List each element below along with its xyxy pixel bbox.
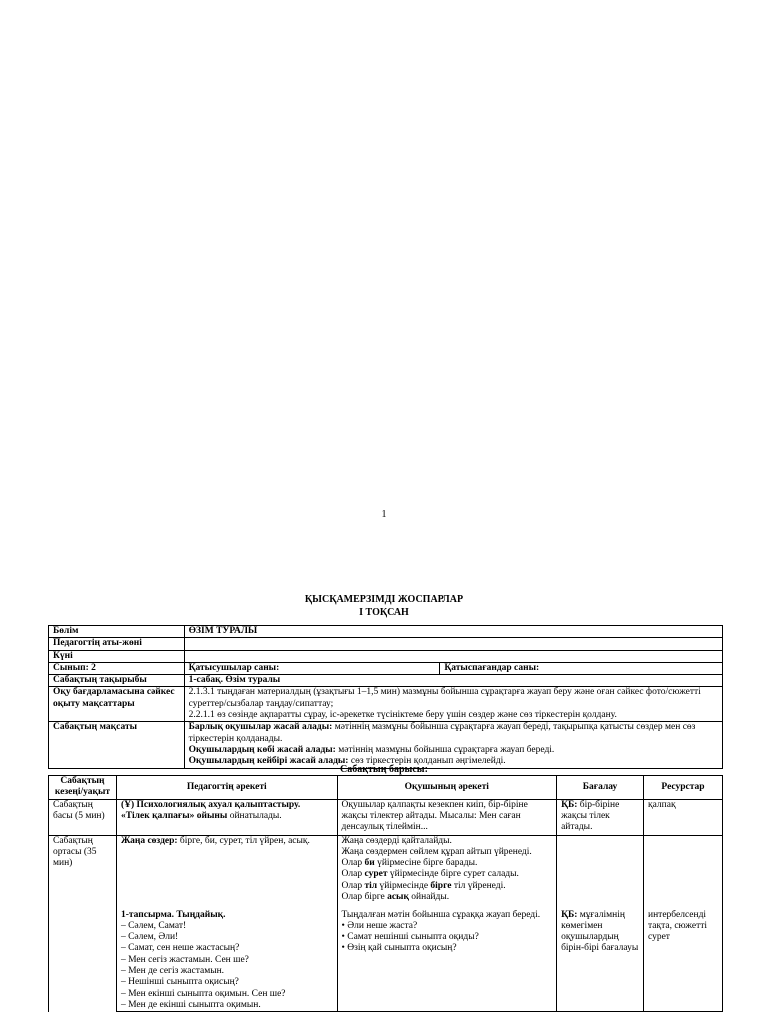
objectives-label: Оқу бағдарламасына сәйкес оқыту мақсаттары — [49, 687, 185, 722]
assessment-task-text: мұғалімнің көмегімен оқушылардың бірін-бірі бағалауы — [561, 909, 639, 954]
teacher-row — [49, 638, 723, 650]
assessment-start — [557, 799, 644, 835]
flow-row-task-1 — [49, 906, 723, 1012]
goal-most — [189, 745, 718, 756]
student-start: Оқушылар қалпақты кезекпен киіп, бір-біріне жақсы тілектер айтады. Мысалы: Мен саған денсаулық тілеймін... — [337, 799, 557, 835]
goal-most-text: мәтіннің мазмұны бойынша сұрақтарға жауап береді. — [335, 744, 555, 755]
teacher-task-1 — [116, 906, 337, 1012]
new-words-list: бірге, би, сурет, тіл үйрен, асық. — [177, 835, 310, 846]
section-label: Бөлім — [49, 626, 185, 638]
lesson-flow-caption: Сабақтың барысы: — [340, 764, 428, 775]
student-middle-line-2: Жаңа сөздермен сөйлем құрап айтып үйренеді. — [341, 846, 532, 857]
goal-all — [189, 722, 718, 745]
section-value: ӨЗІМ ТУРАЛЫ — [184, 626, 722, 638]
title-line-1: ҚЫСҚАМЕРЗІМДІ ЖОСПАРЛАР — [304, 594, 464, 605]
stage-start: Сабақтың басы (5 мин) — [49, 799, 117, 835]
goal-all-heading: Барлық оқушылар жасай алады: — [188, 722, 333, 733]
objective-1: 2.1.3.1 тыңдаған материалдың (ұзақтығы 1–1,5 мин) мазмұны бойынша сұрақтарға жауап беру және оған сәйкес фото/сюжетті суреттер/сызбалар таңдау/сипаттау; — [188, 687, 701, 709]
student-middle-line-4 — [342, 869, 553, 880]
s5d: бірге — [430, 880, 452, 891]
student-middle — [337, 835, 557, 906]
flow-header-row — [49, 776, 723, 800]
game-note: ойнатылады. — [227, 810, 282, 821]
dialog-line: – Сәлем, Самат! — [120, 920, 187, 931]
new-words-heading: Жаңа сөздер: — [120, 835, 178, 846]
objective-2: 2.2.1.1 өз сөзінде ақпаратты сұрау, іс-әрекетке түсініктеме беру үшін сөздер және сөз тіркестерін қолдану. — [188, 710, 617, 721]
s3c: үйірмесіне бірге барады. — [374, 858, 478, 869]
s5e: тіл үйренеді. — [451, 880, 506, 891]
assessment-middle — [557, 835, 644, 906]
goal-some-text: сөз тіркестерін қолданып әңгімелейді. — [348, 756, 506, 767]
teacher-middle — [116, 835, 337, 906]
header-assessment: Бағалау — [557, 776, 644, 800]
date-value — [184, 650, 722, 662]
header-resources: Ресурстар — [644, 776, 723, 800]
flow-row-start — [49, 799, 723, 835]
header-student: Оқушының әрекеті — [337, 776, 557, 800]
flow-row-middle — [49, 835, 723, 906]
student-middle-line-3 — [342, 858, 553, 869]
objectives-value — [184, 687, 722, 722]
present-label: Қатысушылар саны: — [184, 662, 440, 674]
s5b: тіл — [364, 880, 378, 891]
student-task-intro: Тыңдалған мәтін бойынша сұраққа жауап береді. — [341, 909, 541, 920]
dialog-line: – Мен де екінші сыныпта оқимын. — [120, 999, 261, 1010]
s4a: Олар — [341, 869, 365, 880]
dialog-line: – Мен де сегіз жастамын. — [120, 966, 225, 977]
class-label: Сынып: 2 — [49, 662, 185, 674]
s6c: ойнайды. — [408, 892, 450, 903]
assessment-start-text: бір-біріне жақсы тілек айтады. — [561, 799, 620, 833]
teacher-start-line-1 — [121, 800, 333, 811]
s3b: би — [364, 858, 375, 869]
s3a: Олар — [341, 858, 365, 869]
topic-value: 1-сабақ. Өзім туралы — [184, 675, 722, 687]
dialog-line: – Нешінші сыныпта оқисың? — [120, 977, 239, 988]
student-middle-line-1: Жаңа сөздерді қайталайды. — [341, 835, 452, 846]
s4b: сурет — [364, 869, 388, 880]
header-teacher: Педагогтің әрекеті — [116, 776, 337, 800]
task-1-title: 1-тапсырма. Тыңдайық. — [120, 909, 226, 920]
topic-row — [49, 675, 723, 687]
assessment-task-tag: ҚБ: — [561, 909, 578, 920]
stage-middle: Сабақтың ортасы (35 мин) — [49, 835, 117, 1012]
question-item: • Өзің қай сыныпта оқисың? — [341, 943, 457, 954]
document-title — [0, 593, 768, 619]
dialog-line: – Мен сегіз жастамын. Сен ше? — [120, 954, 249, 965]
teacher-label: Педагогтің аты-жөні — [49, 638, 185, 650]
teacher-start-line-2 — [121, 811, 333, 822]
title-line-2: І ТОҚСАН — [359, 607, 409, 618]
teacher-value — [184, 638, 722, 650]
assessment-start-tag: ҚБ: — [561, 799, 578, 810]
game-name: «Тілек қалпағы» ойыны — [120, 810, 228, 821]
assessment-task-1 — [557, 906, 644, 1012]
goal-row — [49, 722, 723, 768]
goal-most-heading: Оқушылардың көбі жасай алады: — [188, 744, 336, 755]
page-number: 1 — [381, 509, 387, 520]
s6b: асық — [387, 892, 409, 903]
absent-label: Қатыспағандар саны: — [440, 662, 723, 674]
student-middle-line-5 — [342, 881, 553, 892]
resources-middle — [644, 835, 723, 906]
dialog-line: – Сәлем, Әли! — [120, 932, 179, 943]
goal-value — [184, 722, 722, 768]
student-middle-line-6 — [342, 892, 553, 903]
objectives-row — [49, 687, 723, 722]
dialog-line: – Мен екінші сыныпта оқимын. Сен ше? — [120, 988, 286, 999]
teacher-start — [116, 799, 337, 835]
s6a: Олар бірге — [341, 892, 388, 903]
resources-task-1: интербелсенді тақта, сюжетті сурет — [644, 906, 723, 1012]
question-item: • Әли неше жаста? — [341, 920, 418, 931]
goal-label: Сабақтың мақсаты — [49, 722, 185, 768]
topic-label: Сабақтың тақырыбы — [49, 675, 185, 687]
resources-start: қалпақ — [644, 799, 723, 835]
class-row — [49, 662, 723, 674]
s5a: Олар — [341, 880, 365, 891]
goal-some-heading: Оқушылардың кейбірі жасай алады: — [188, 756, 349, 767]
s5c: үйірмесінде — [377, 880, 431, 891]
s4c: үйірмесінде бірге сурет салады. — [387, 869, 519, 880]
date-label: Күні — [49, 650, 185, 662]
lesson-info-table — [48, 625, 723, 769]
date-row — [49, 650, 723, 662]
goal-all-text: мәтіннің мазмұны бойынша сұрақтарға жауап береді, тақырыпқа қатысты сөздер мен сөз тіркестерін қолданады. — [188, 722, 696, 744]
question-item: • Самат нешінші сыныпта оқиды? — [341, 932, 479, 943]
student-task-1 — [337, 906, 557, 1012]
section-row — [49, 626, 723, 638]
header-stage: Сабақтың кезеңі/уақыт — [49, 776, 117, 800]
psych-climate-heading: (Ұ) Психологиялық ахуал қалыптастыру. — [120, 799, 301, 810]
dialog-line: – Самат, сен неше жастасың? — [120, 943, 240, 954]
lesson-flow-table — [48, 775, 723, 1012]
